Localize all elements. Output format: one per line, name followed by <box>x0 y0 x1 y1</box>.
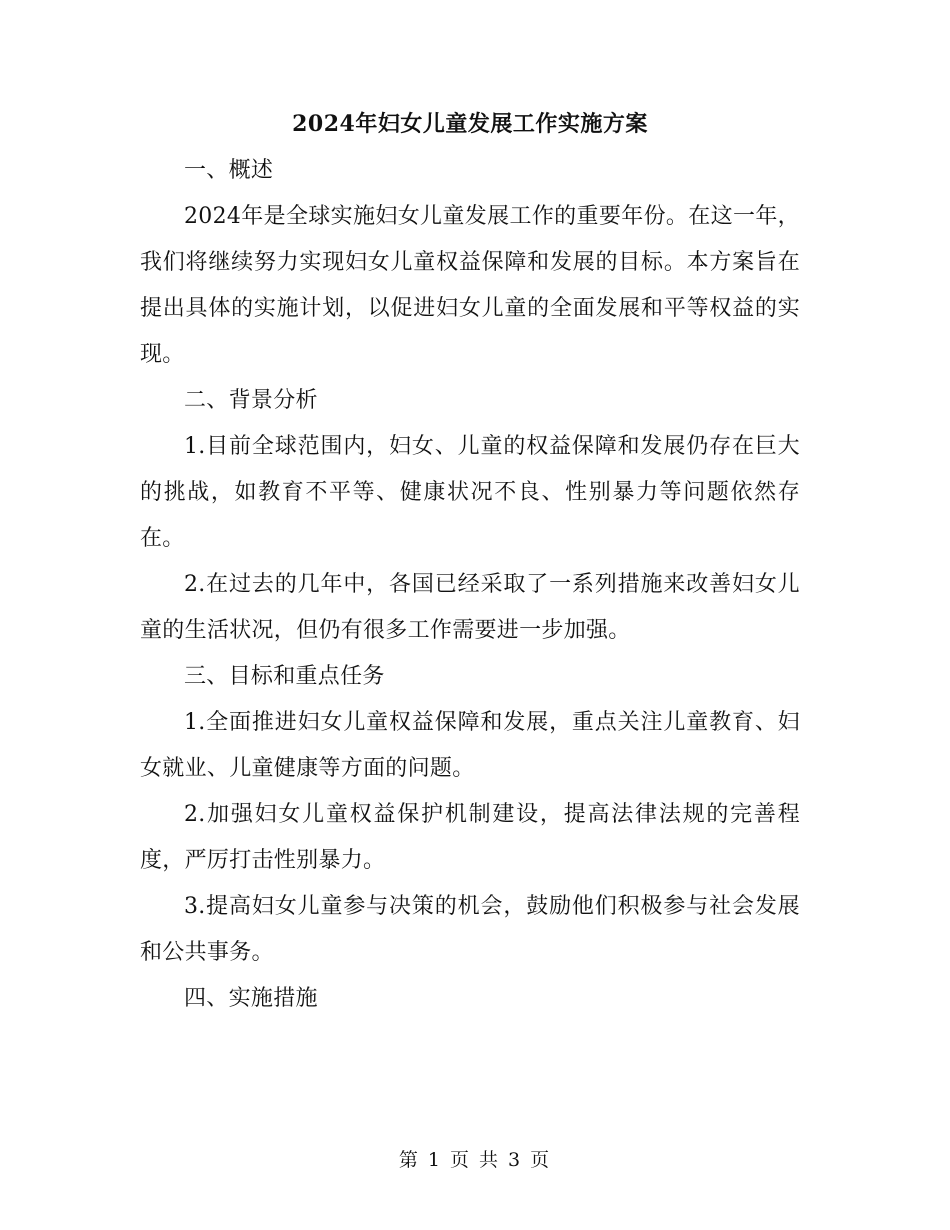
goals-paragraph-2: 2.加强妇女儿童权益保护机制建设，提高法律法规的完善程度，严厉打击性别暴力。 <box>140 802 800 873</box>
section-heading-background: 二、背景分析 <box>184 388 318 413</box>
overview-paragraph: 2024年是全球实施妇女儿童发展工作的重要年份。在这一年，我们将继续努力实现妇女儿童权益保障和发展的目标。本方案旨在提出具体的实施计划，以促进妇女儿童的全面发展和平等权益的实现。 <box>140 204 800 367</box>
section-heading-overview: 一、概述 <box>184 158 274 183</box>
background-paragraph-1: 1.目前全球范围内，妇女、儿童的权益保障和发展仍存在巨大的挑战，如教育不平等、健康状况不良、性别暴力等问题依然存在。 <box>140 434 800 551</box>
section-heading-measures: 四、实施措施 <box>184 986 318 1011</box>
document-body <box>140 102 800 1022</box>
goals-paragraph-3: 3.提高妇女儿童参与决策的机会，鼓励他们积极参与社会发展和公共事务。 <box>140 894 800 965</box>
section-heading-goals: 三、目标和重点任务 <box>184 664 385 689</box>
background-paragraph-2: 2.在过去的几年中，各国已经采取了一系列措施来改善妇女儿童的生活状况，但仍有很多工作需要进一步加强。 <box>140 572 800 643</box>
goals-paragraph-1: 1.全面推进妇女儿童权益保障和发展，重点关注儿童教育、妇女就业、儿童健康等方面的问题。 <box>140 710 800 781</box>
document-title: 2024年妇女儿童发展工作实施方案 <box>292 111 648 137</box>
page-indicator: 第 1 页 共 3 页 <box>398 1149 552 1171</box>
